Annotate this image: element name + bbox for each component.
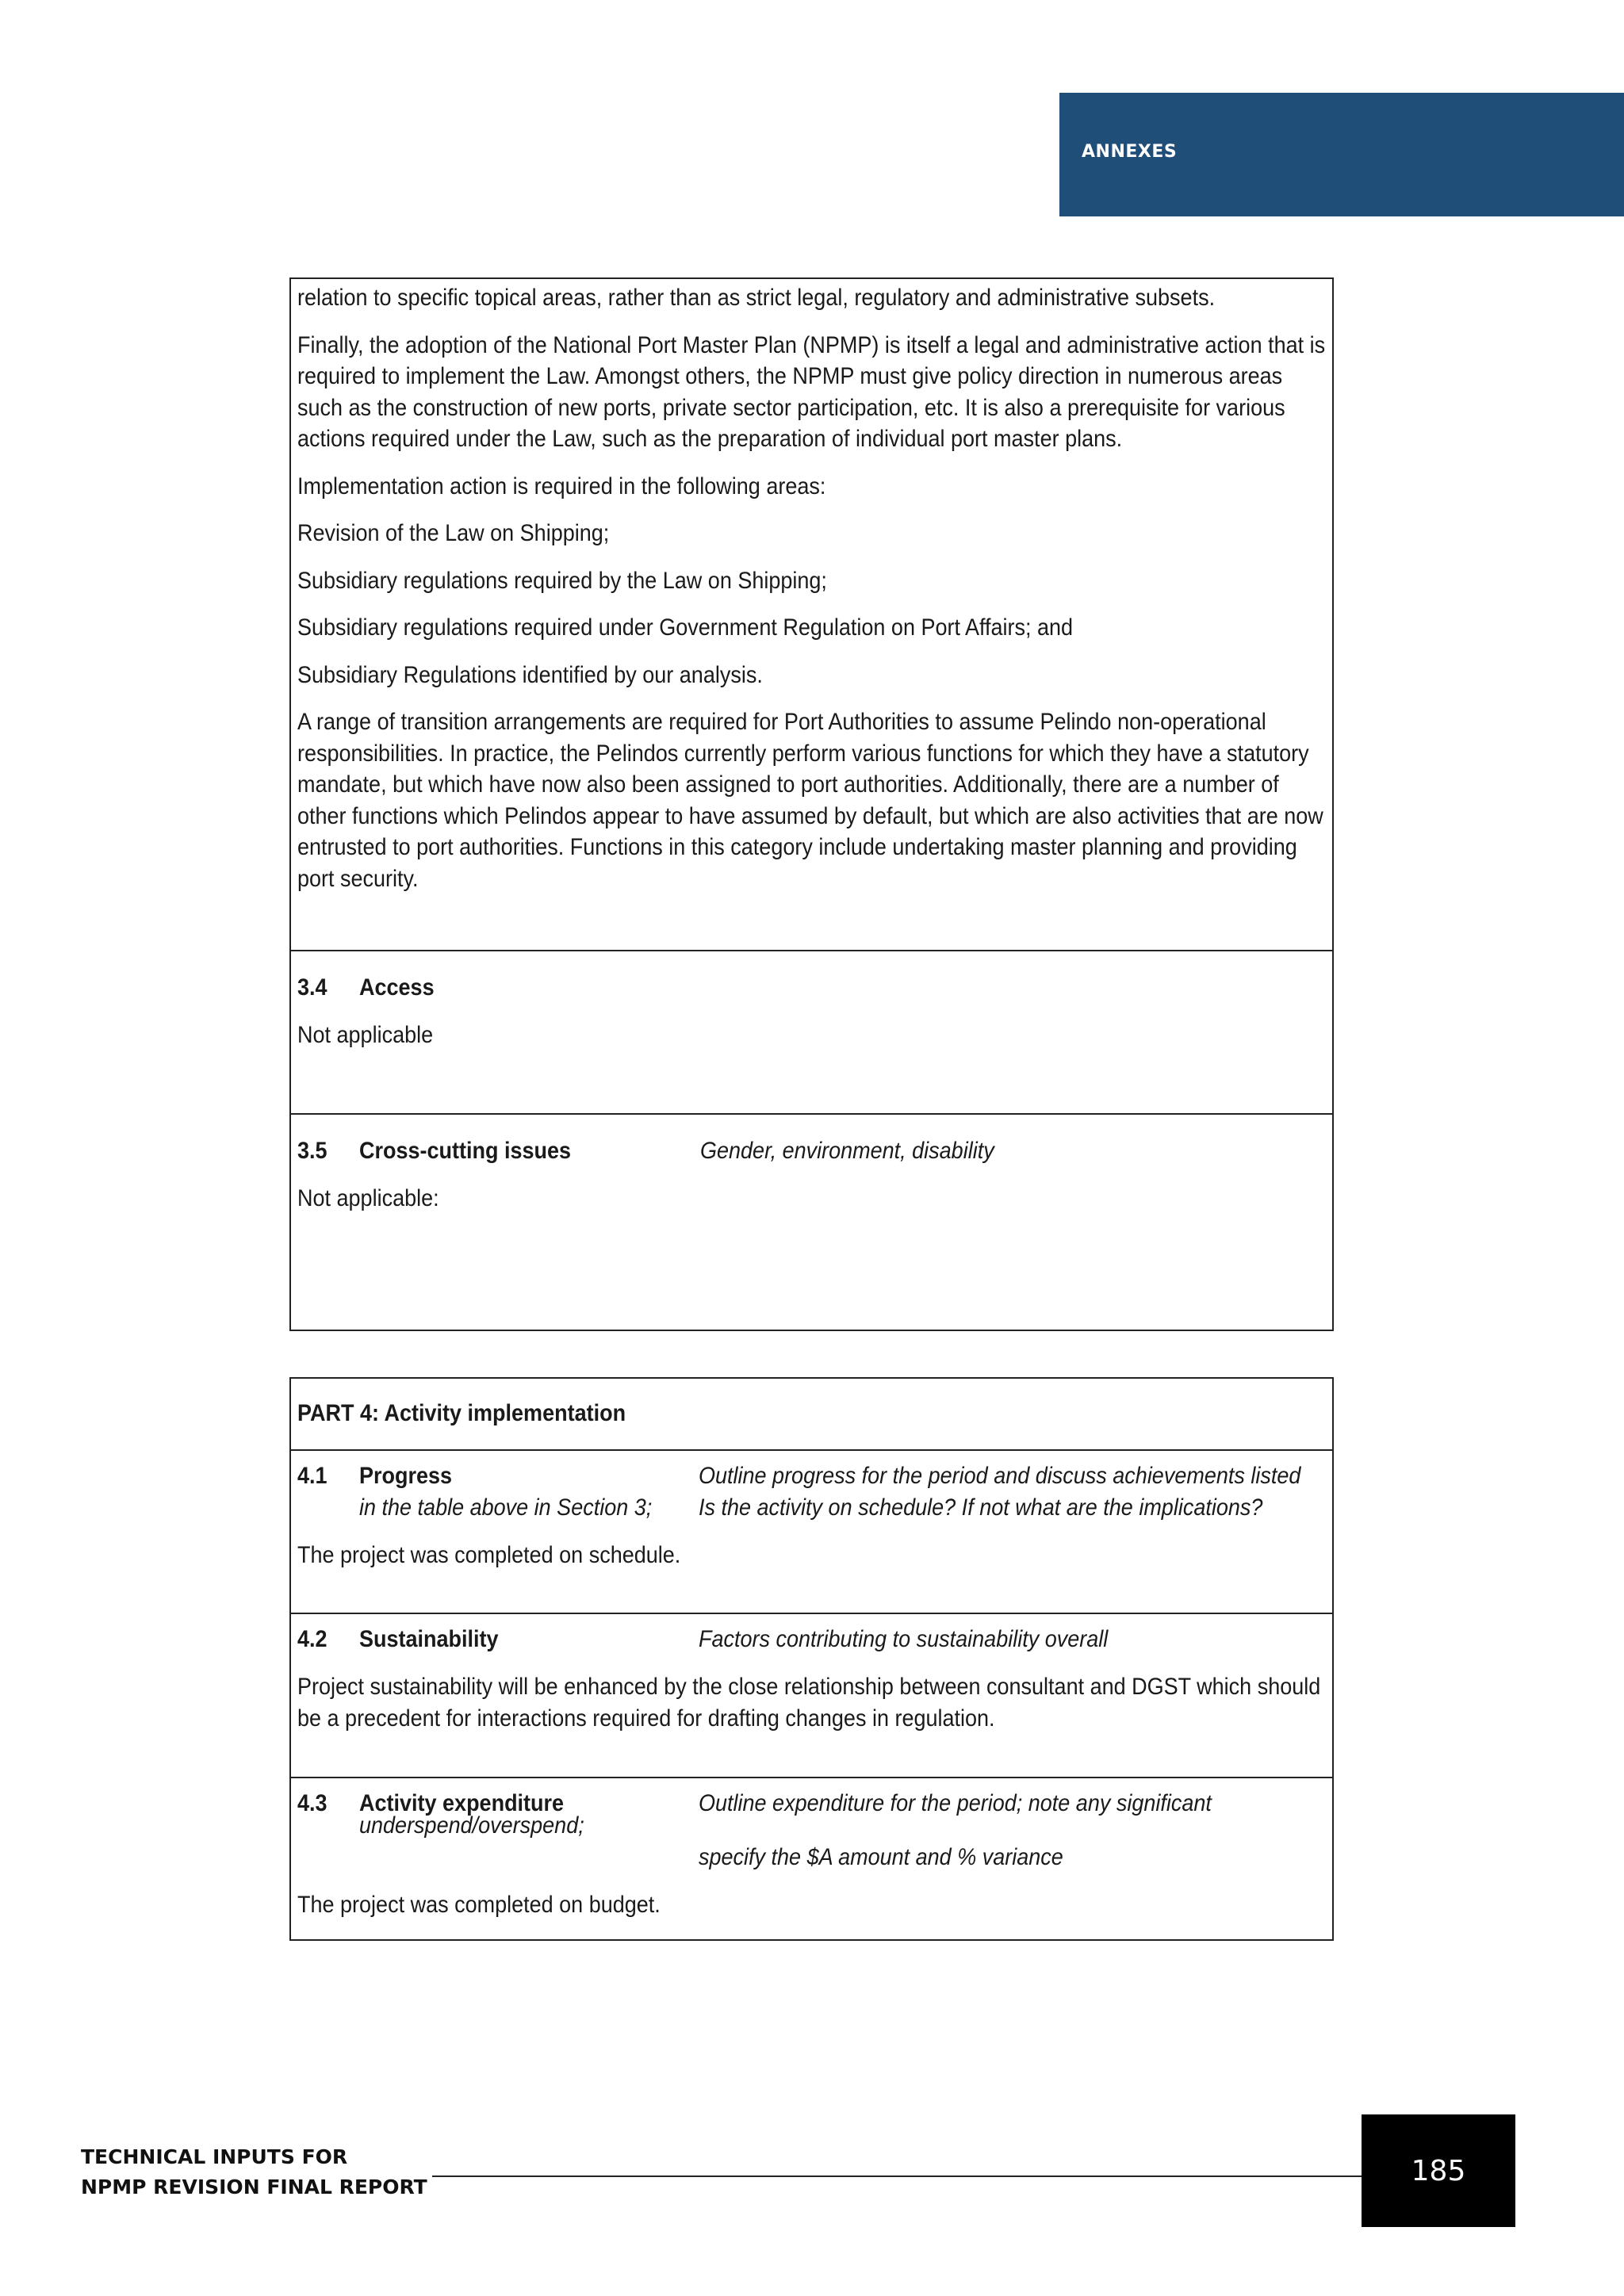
guidance-text: Gender, environment, disability [700, 1138, 994, 1164]
sustainability-heading [297, 1624, 1326, 1655]
access-cell [291, 951, 1332, 1115]
paragraph: A range of transition arrangements are required for Port Authorities to assume Pelindo non-operational responsibilities. In practice, the Pelindos currently perform various functions for which they have a statutory mandate, but which have now also been assigned to port authorities. Additionally, there are a number of other functions which Pelindos appear to have assumed by default, but which are also activities that are now entrusted to port authorities. Functions in this category include undertaking master planning and providing port security. [297, 709, 1323, 892]
section-label: ANNEXES [1082, 142, 1178, 162]
progress-cell [291, 1451, 1332, 1614]
cross-cutting-heading [297, 1135, 1326, 1167]
expenditure-heading [297, 1788, 1326, 1816]
header-band [1059, 93, 1624, 216]
paragraph: Finally, the adoption of the National Port Master Plan (NPMP) is itself a legal and administrative action that is required to implement the Law. Amongst others, the NPMP must give policy direction in numerous areas such as the construction of new ports, private sector participation, etc. It is also a prerequisite for various actions required under the Law, such as the preparation of individual port master plans. [297, 331, 1326, 452]
paragraph: Subsidiary Regulations identified by our analysis. [297, 661, 763, 688]
section-number: 4.3 [297, 1790, 327, 1816]
paragraph: Subsidiary regulations required under Government Regulation on Port Affairs; and [297, 614, 1074, 641]
part-4-title-row [297, 1398, 1326, 1429]
section-title: Cross-cutting issues [359, 1138, 572, 1164]
expenditure-guidance-row [297, 1842, 1326, 1873]
paragraph: Subsidiary regulations required by the Law on Shipping; [297, 567, 827, 594]
section-number: 3.5 [297, 1138, 327, 1164]
progress-subheading [297, 1492, 1326, 1524]
expenditure-body-row [297, 1889, 1326, 1921]
guidance-text: Outline progress for the period and discuss achievements listed [699, 1463, 1301, 1489]
expenditure-subheading [297, 1810, 1326, 1842]
cross-cutting-cell [291, 1115, 1332, 1330]
page-number-box [1362, 2114, 1515, 2227]
section-title: Activity expenditure [359, 1790, 565, 1816]
section-number: 3.4 [297, 974, 327, 1001]
access-heading [297, 972, 1326, 1004]
part-title: PART 4: Activity implementation [297, 1400, 626, 1426]
guidance-text: underspend/overspend; [359, 1812, 584, 1839]
sustainability-body: Project sustainability will be enhanced by the close relationship between consultant and DGST which should be a precedent for interactions required for drafting changes in regulation. [297, 1674, 1321, 1732]
implementation-text-cell [291, 279, 1332, 951]
cross-cutting-body-row [297, 1183, 1326, 1215]
paragraph: relation to specific topical areas, rather than as strict legal, regulatory and administrative subsets. [297, 285, 1216, 311]
paragraph: Revision of the Law on Shipping; [297, 520, 610, 546]
part-4-box [289, 1377, 1334, 1941]
footer-line-1: TECHNICAL INPUTS FOR [81, 2145, 348, 2168]
guidance-text: Outline expenditure for the period; note any significant [699, 1790, 1212, 1816]
guidance-text: Factors contributing to sustainability overall [699, 1626, 1109, 1652]
guidance-text: in the table above in Section 3; [359, 1494, 653, 1521]
footer-line-2: NPMP REVISION FINAL REPORT [81, 2175, 427, 2198]
guidance-text: Is the activity on schedule? If not what are the implications? [699, 1494, 1263, 1521]
guidance-text: specify the $A amount and % variance [699, 1844, 1063, 1870]
expenditure-cell [291, 1778, 1332, 1939]
part-4-title-cell [291, 1379, 1332, 1451]
section-3-box [289, 277, 1334, 1331]
footer-divider [432, 2175, 1362, 2177]
access-body-row [297, 1020, 1326, 1051]
footer-title [81, 2142, 427, 2202]
progress-body-row [297, 1540, 1326, 1571]
access-body: Not applicable [297, 1022, 434, 1048]
cross-cutting-body: Not applicable: [297, 1185, 439, 1211]
progress-heading [297, 1460, 1326, 1492]
section-number: 4.1 [297, 1463, 327, 1489]
expenditure-body: The project was completed on budget. [297, 1892, 661, 1918]
section-title: Progress [359, 1463, 453, 1489]
section-number: 4.2 [297, 1626, 327, 1652]
paragraph: Implementation action is required in the following areas: [297, 473, 826, 499]
section-title: Sustainability [359, 1626, 499, 1652]
progress-body: The project was completed on schedule. [297, 1542, 681, 1568]
page-number: 185 [1411, 2154, 1466, 2187]
sustainability-cell [291, 1614, 1332, 1778]
section-title: Access [359, 974, 435, 1001]
